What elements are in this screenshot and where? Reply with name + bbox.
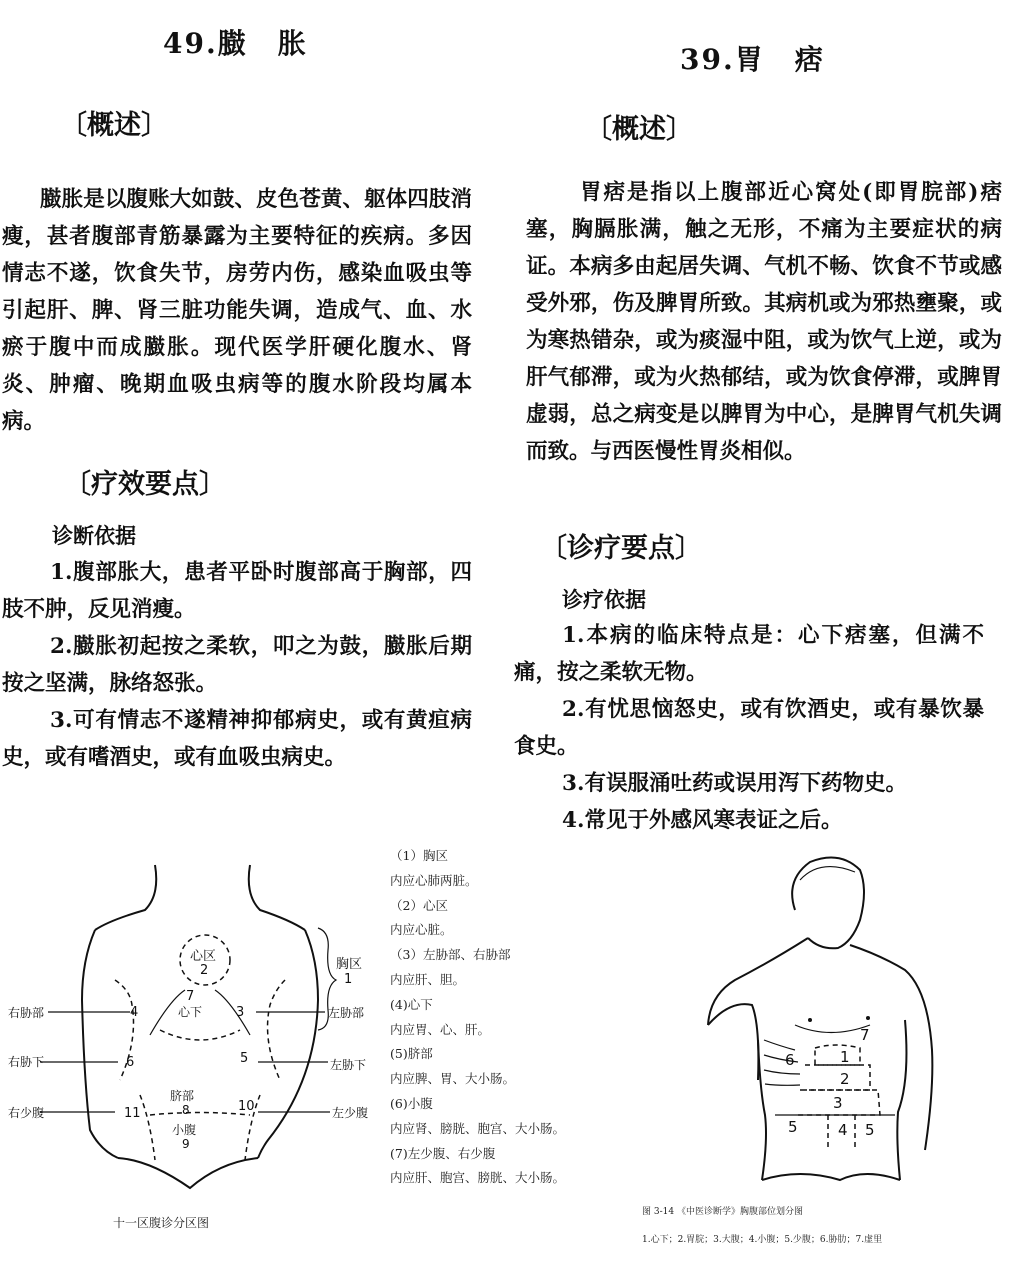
figure2-caption-legend: 1.心下；2.胃脘；3.大腹；4.小腹；5.少腹；6.胁肋；7.虚里 (642, 1235, 883, 1245)
label-num-3: 3 (236, 1005, 245, 1020)
weiwan-zone (805, 1065, 870, 1090)
label-heart-region: 心区 (190, 949, 217, 964)
hair-lines (800, 867, 855, 880)
fig2-num-5-left: 5 (788, 1118, 798, 1136)
torso-division-diagram (700, 850, 940, 1190)
zone-legend (390, 844, 565, 1191)
figure1-caption: 十一区腹诊分区图 (113, 1216, 210, 1230)
legend-line: （1）胸区 (390, 848, 448, 863)
left-overview-heading: 〔概述〕 (60, 110, 168, 141)
neck-right-outline (249, 865, 305, 930)
fig2-num-6: 6 (785, 1051, 795, 1069)
legend-line: （2）心区 (390, 897, 448, 913)
groin-outline (118, 1158, 258, 1188)
abdomen-zone-diagram (0, 840, 390, 1200)
left-diag-item: 1.腹部胀大，患者平卧时腹部高于胸部，四肢不肿，反见消瘦。 (2, 560, 472, 622)
legend-line: (5)脐部 (390, 1046, 433, 1062)
shoulder-right (850, 945, 932, 1150)
label-xiaofu: 小腹 (172, 1123, 197, 1137)
left-title: 49.臌 胀 (163, 27, 308, 60)
rib-arch-right (215, 990, 250, 1035)
legend-line: 内应心肺两脏。 (390, 872, 478, 888)
right-diag-list (514, 617, 984, 839)
torso-left-outline (82, 930, 118, 1158)
right-title: 39.胃 痞 (680, 43, 825, 76)
label-chest-num: 1 (344, 972, 353, 987)
left-diag-list (2, 554, 472, 776)
neck-left-outline (95, 865, 156, 930)
label-zuo-shaofu: 左少腹 (332, 1106, 369, 1120)
fig2-num-3: 3 (833, 1094, 843, 1112)
nipple-left (808, 1018, 812, 1022)
label-num-5: 5 (240, 1051, 249, 1066)
right-diag-item: 3.有误服涌吐药或误用泻下药物史。 (562, 771, 907, 796)
fig2-num-7: 7 (860, 1026, 870, 1044)
left-overview-text: 臌胀是以腹账大如鼓、皮色苍黄、躯体四肢消瘦，甚者腹部青筋暴露为主要特征的疾病。多因情志不遂，饮食失节，房劳内伤，感染血吸虫等引起肝、脾、肾三脏功能失调，造成气、血、水瘀于腹中而成臌胀。现代医学肝硬化腹水、肾炎、肿瘤、晚期血吸虫病等的腹水阶段均属本病。 (2, 187, 472, 434)
rib-hatch-4 (765, 1084, 800, 1085)
label-you-xie-xia: 右胁下 (8, 1055, 45, 1069)
label-zuo-xie-xia: 左胁下 (330, 1058, 367, 1072)
xinxia-zone (160, 1030, 240, 1040)
left-key-heading: 〔疗效要点〕 (64, 469, 226, 500)
left-arm (708, 1004, 758, 1080)
right-diag-item: 4.常见于外感风寒表证之后。 (562, 808, 843, 833)
label-num-11: 11 (124, 1106, 141, 1121)
label-you-xie: 右胁部 (8, 1006, 45, 1020)
label-qibu-num: 8 (182, 1103, 190, 1117)
legend-line: 内应肾、膀胱、胞宫、大小肠。 (390, 1120, 566, 1136)
label-num-4: 4 (130, 1005, 139, 1020)
rib-hatch-1 (764, 1040, 795, 1050)
label-xiaofu-num: 9 (182, 1137, 190, 1151)
label-xinxia-num: 7 (186, 989, 195, 1004)
legend-line: 内应胃、心、肝。 (390, 1021, 491, 1037)
torso-left (758, 1040, 766, 1180)
legend-line: 内应肝、胆。 (390, 971, 466, 987)
left-diag-item: 2.臌胀初起按之柔软，叩之为鼓，臌胀后期按之坚满，脉络怒张。 (2, 634, 472, 696)
right-rib-zone (268, 980, 285, 1080)
groin-outline (762, 1174, 900, 1180)
left-diag-item: 3.可有情志不遂精神抑郁病史，或有黄疸病史，或有嗜酒史，或有血吸虫病史。 (2, 708, 472, 770)
rib-hatch-3 (764, 1070, 800, 1074)
torso-right-outline (258, 930, 318, 1158)
label-xinxia: 心下 (178, 1005, 203, 1019)
nipple-right (866, 1016, 870, 1020)
fig2-num-1: 1 (840, 1048, 850, 1066)
legend-line: （3）左胁部、右胁部 (390, 947, 511, 963)
right-diag-heading: 诊疗依据 (562, 587, 646, 612)
right-overview-heading: 〔概述〕 (585, 114, 693, 145)
fig2-num-4: 4 (838, 1121, 848, 1139)
label-chest-region: 胸区 (336, 957, 363, 972)
torso-right (897, 1020, 906, 1180)
label-num-10: 10 (238, 1099, 255, 1114)
xinxia-zone (815, 1045, 860, 1065)
left-diag-heading: 诊断依据 (52, 523, 136, 548)
fig2-num-2: 2 (840, 1070, 850, 1088)
figure2-caption: 图 3-14 《中医诊断学》胸腹部位划分图 (642, 1207, 803, 1217)
xiaofu-top (150, 1113, 250, 1116)
umbilical-zone-left (140, 1095, 155, 1160)
legend-line: 内应心脏。 (390, 922, 453, 938)
fig2-num-5-right: 5 (865, 1121, 875, 1139)
legend-line: (6)小腹 (390, 1095, 433, 1111)
label-num-6: 6 (126, 1055, 135, 1070)
label-heart-num: 2 (200, 963, 209, 978)
right-diag-item: 2.有忧思恼怒史，或有饮酒史，或有暴饮暴食史。 (514, 697, 984, 759)
legend-line: (7)左少腹、右少腹 (390, 1145, 496, 1161)
chest-line (795, 1025, 870, 1033)
legend-line: 内应肝、胞宫、膀胱、大小肠。 (390, 1170, 566, 1186)
right-key-heading: 〔诊疗要点〕 (540, 533, 702, 564)
label-qibu: 脐部 (170, 1089, 195, 1103)
right-diag-item: 1.本病的临床特点是：心下痞塞，但满不痛，按之柔软无物。 (514, 623, 984, 685)
legend-line: (4)心下 (390, 996, 433, 1012)
right-overview-text: 胃痞是指以上腹部近心窝处(即胃脘部)痞塞，胸膈胀满，触之无形，不痛为主要症状的病证。本病多由起居失调、气机不畅、饮食不节或感受外邪，伤及脾胃所致。其病机或为邪热壅聚，或为寒热错杂，或为痰湿中阻，或为饮气上逆，或为肝气郁滞，或为火热郁结，或为饮食停滞，或脾胃虚弱，总之病变是以脾胃为中心，是脾胃气机失调而致。与西医慢性胃炎相似。 (526, 180, 1002, 464)
label-zuo-xie: 左胁部 (328, 1006, 365, 1020)
legend-line: 内应脾、胃、大小肠。 (390, 1071, 516, 1087)
label-you-shaofu: 右少腹 (8, 1106, 45, 1120)
